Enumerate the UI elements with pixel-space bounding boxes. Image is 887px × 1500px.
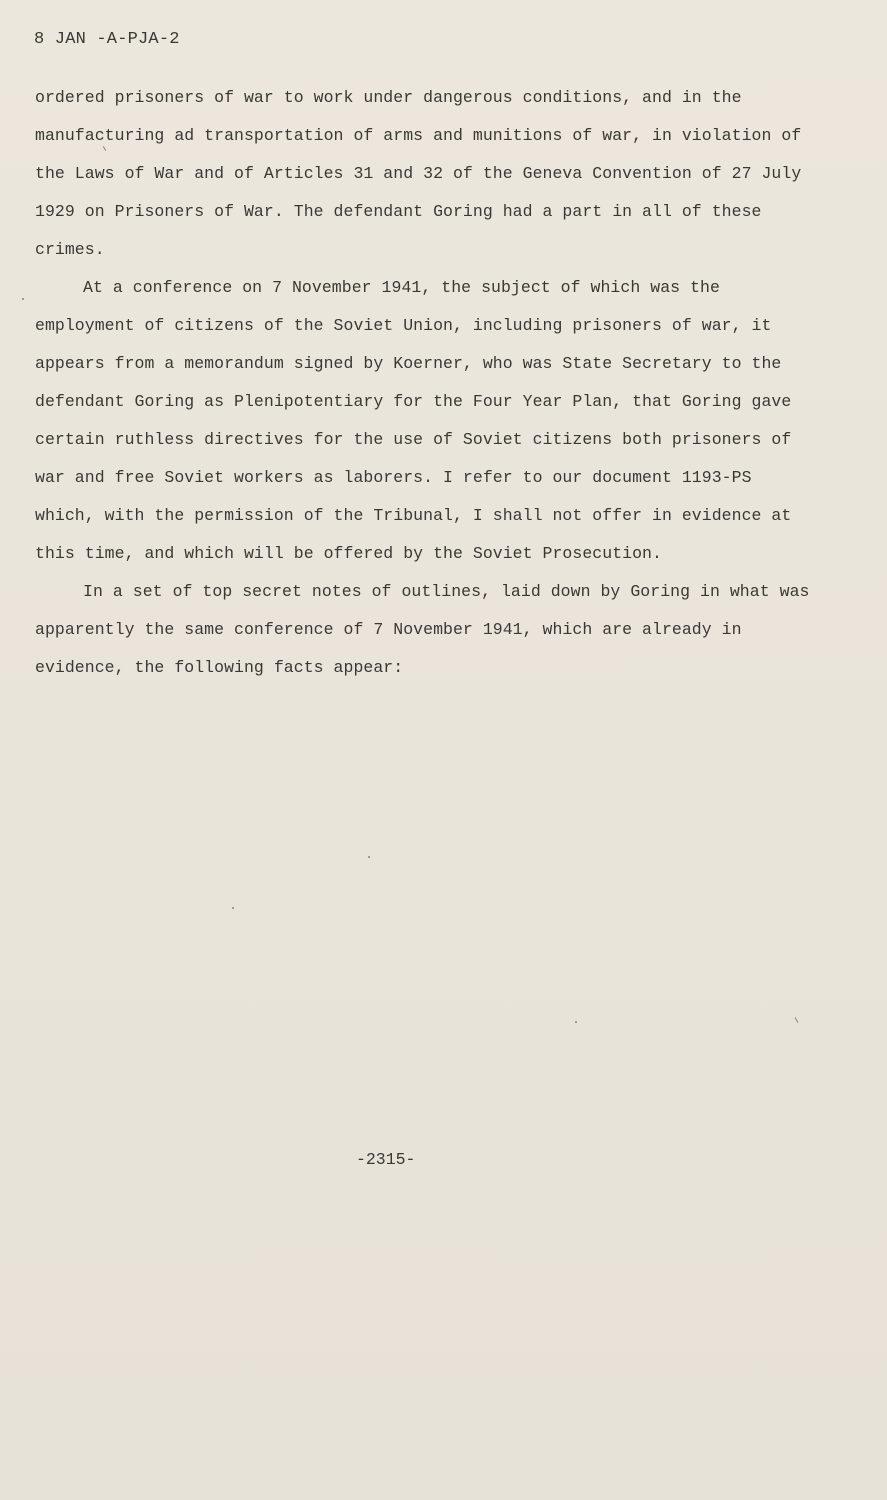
paragraph xyxy=(35,84,835,274)
text-line: war and free Soviet workers as laborers. I refer to our document 1193-PS xyxy=(35,468,752,487)
text-line: ordered prisoners of war to work under dangerous conditions, and in the xyxy=(35,88,742,107)
text-line: evidence, the following facts appear: xyxy=(35,658,404,677)
document-code: 8 JAN -A-PJA-2 xyxy=(34,30,180,49)
text-line: appears from a memorandum signed by Koerner, who was State Secretary to the xyxy=(35,354,782,373)
body-text xyxy=(35,84,835,692)
text-line: this time, and which will be offered by the Soviet Prosecution. xyxy=(35,544,662,563)
paragraph xyxy=(35,578,835,692)
text-line: employment of citizens of the Soviet Union, including prisoners of war, it xyxy=(35,316,772,335)
paper-speck xyxy=(22,298,24,300)
text-line: manufacturing ad transportation of arms and munitions of war, in violation of xyxy=(35,126,802,145)
text-line: crimes. xyxy=(35,240,105,259)
paper-speck xyxy=(575,1021,577,1023)
page-number: -2315- xyxy=(356,1150,416,1169)
text-line: apparently the same conference of 7 November 1941, which are already in xyxy=(35,620,742,639)
paper-speck xyxy=(232,907,234,909)
text-line: defendant Goring as Plenipotentiary for the Four Year Plan, that Goring gave xyxy=(35,392,792,411)
paper-speck xyxy=(795,1017,799,1023)
text-line: which, with the permission of the Tribunal, I shall not offer in evidence at xyxy=(35,506,792,525)
text-line: 1929 on Prisoners of War. The defendant Goring had a part in all of these xyxy=(35,202,762,221)
text-line: At a conference on 7 November 1941, the subject of which was the xyxy=(83,278,720,297)
text-line: In a set of top secret notes of outlines, laid down by Goring in what was xyxy=(83,582,810,601)
text-line: the Laws of War and of Articles 31 and 32 of the Geneva Convention of 27 July xyxy=(35,164,802,183)
text-line: certain ruthless directives for the use of Soviet citizens both prisoners of xyxy=(35,430,792,449)
paper-speck xyxy=(368,856,370,858)
paragraph xyxy=(35,274,835,578)
